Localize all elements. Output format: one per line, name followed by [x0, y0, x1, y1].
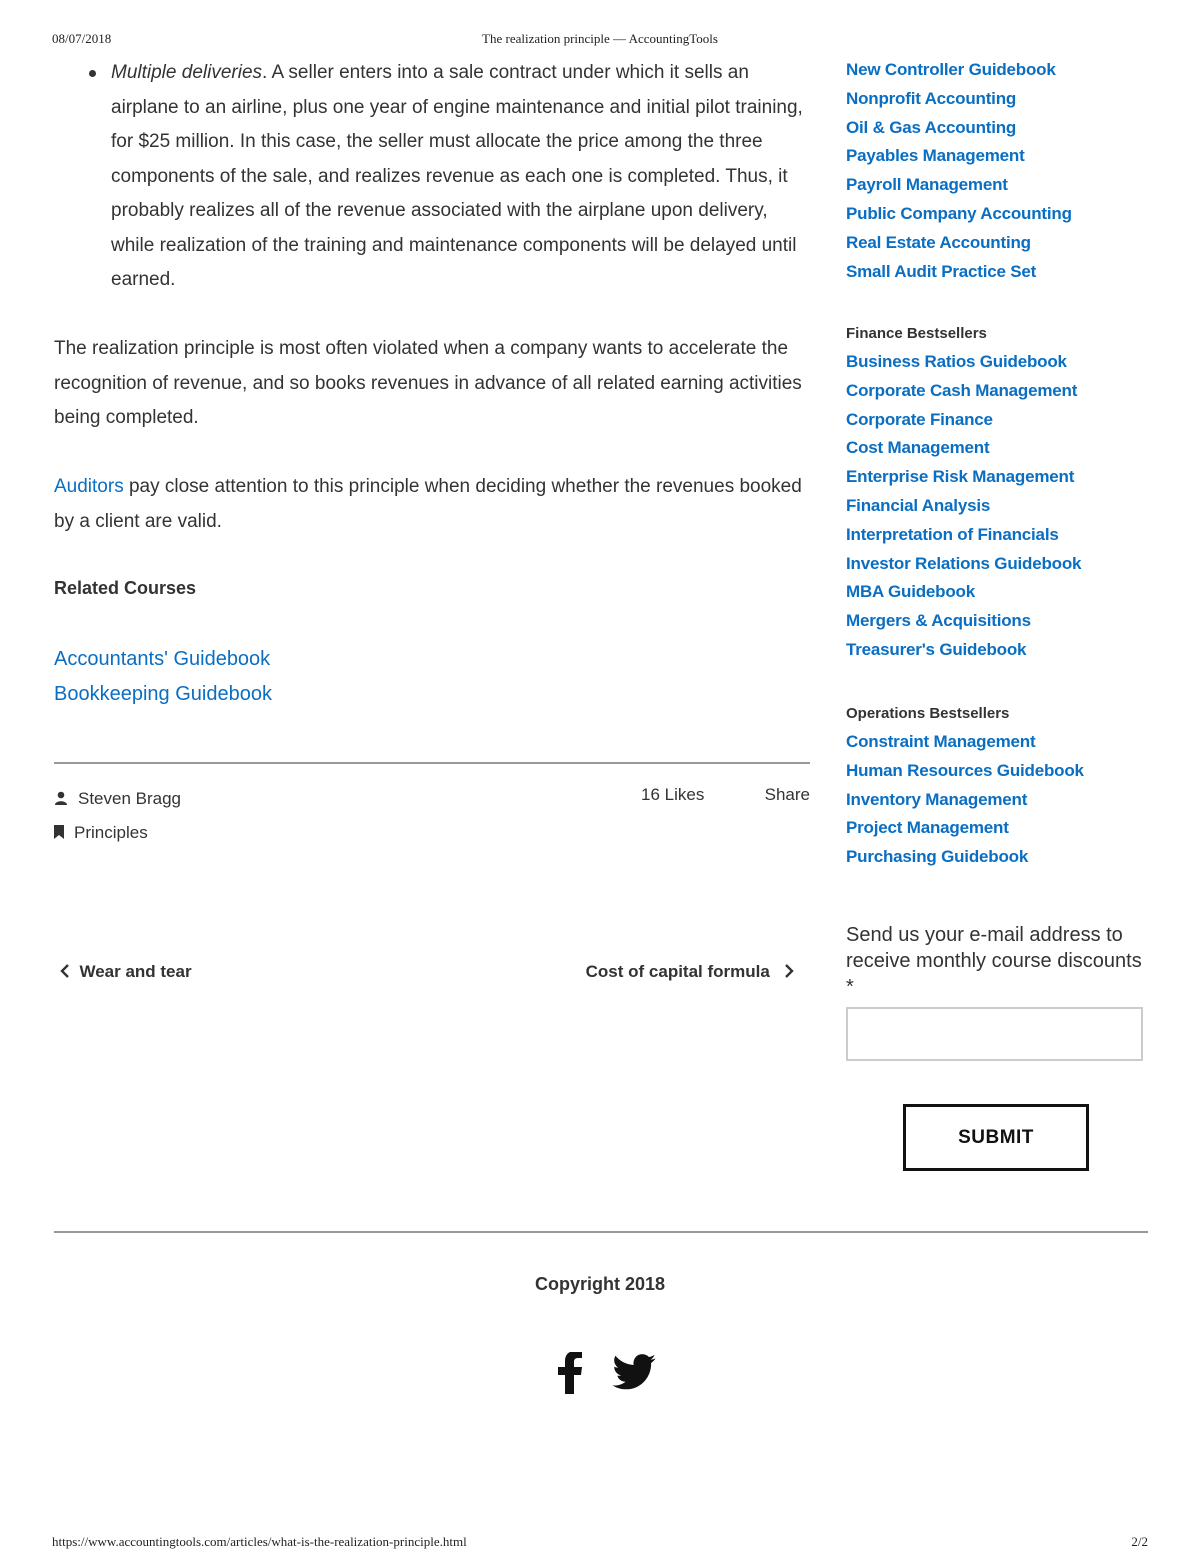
divider	[54, 762, 810, 764]
sidebar-book-link[interactable]: New Controller Guidebook	[846, 60, 1056, 79]
bullet-item	[54, 56, 810, 298]
sidebar-book-link[interactable]: Project Management	[846, 818, 1009, 838]
share-button[interactable]: Share	[764, 785, 810, 804]
author-meta	[54, 789, 181, 809]
bullet-term: Multiple deliveries	[111, 62, 263, 83]
related-course-link[interactable]: Bookkeeping Guidebook	[54, 682, 272, 705]
sidebar-book-link[interactable]: Nonprofit Accounting	[846, 88, 1017, 108]
sidebar-book-link[interactable]: Real Estate Accounting	[846, 232, 1031, 252]
social-links	[556, 1352, 656, 1396]
sidebar-book-link[interactable]: MBA Guidebook	[846, 582, 975, 602]
related-courses-title: Related Courses	[54, 578, 197, 598]
sidebar-book-link[interactable]: Human Resources Guidebook	[846, 760, 1084, 780]
submit-button[interactable]: SUBMIT	[903, 1104, 1089, 1171]
email-field[interactable]	[846, 1007, 1143, 1061]
author-link[interactable]: Steven Bragg	[78, 789, 182, 808]
print-date: 08/07/2018	[52, 31, 112, 46]
category-meta	[54, 823, 148, 843]
print-header	[52, 31, 1148, 49]
sidebar-book-link[interactable]: Interpretation of Financials	[846, 524, 1059, 544]
auditors-link[interactable]: Auditors	[54, 476, 124, 497]
chevron-left-icon	[60, 963, 70, 977]
print-url: https://www.accountingtools.com/articles/what-is-the-realization-principle.html	[52, 1534, 467, 1549]
next-article-label: Cost of capital formula	[585, 962, 770, 981]
previous-article-label: Wear and tear	[79, 962, 192, 981]
footer-divider	[54, 1231, 1148, 1233]
paragraph-auditors-text: pay close attention to this principle when deciding whether the revenues booked by a client are valid.	[54, 476, 802, 532]
operations-bestsellers	[846, 700, 1084, 872]
sidebar-book-link[interactable]: Purchasing Guidebook	[846, 847, 1029, 867]
related-courses-list	[54, 642, 272, 711]
sidebar-book-link[interactable]: Corporate Cash Management	[846, 380, 1078, 400]
sidebar-book-link[interactable]: Constraint Management	[846, 732, 1036, 751]
newsletter-label: Send us your e-mail address to receive monthly course discounts *	[846, 924, 1142, 998]
paragraph-violation: The realization principle is most often violated when a company wants to accelerate the recognition of revenue, and so books revenues in advance of all related earning activities being completed.	[54, 338, 802, 428]
print-title: The realization principle — AccountingTools	[482, 31, 718, 46]
paragraph-auditors	[54, 470, 810, 539]
related-course-link[interactable]: Accountants' Guidebook	[54, 648, 271, 670]
operations-heading: Operations Bestsellers	[846, 705, 1010, 722]
sidebar-book-link[interactable]: Enterprise Risk Management	[846, 467, 1075, 487]
person-icon	[54, 790, 68, 804]
finance-bestsellers	[846, 320, 1081, 665]
copyright-text: Copyright 2018	[534, 1274, 666, 1294]
article-main	[54, 56, 810, 981]
accounting-links	[846, 56, 1072, 286]
page-number: 2/2	[1131, 1534, 1148, 1549]
category-link[interactable]: Principles	[74, 823, 148, 842]
sidebar-book-link[interactable]: Financial Analysis	[846, 495, 991, 515]
bullet-list	[54, 56, 810, 298]
sidebar-book-link[interactable]: Inventory Management	[846, 789, 1028, 809]
sidebar-book-link[interactable]: Cost Management	[846, 438, 990, 458]
print-footer	[52, 1534, 1148, 1552]
sidebar-book-link[interactable]: Treasurer's Guidebook	[846, 639, 1027, 659]
bullet-text: . A seller enters into a sale contract under which it sells an airplane to an airline, plus one year of engine maintenance and initial pilot training, for $25 million. In this case, the seller must allocate the price among the three components of the sale, and realizes revenue as each one is completed. Thus, it probably realizes all of the revenue associated with the airplane upon delivery, while realization of the training and maintenance components will be delayed until earned.	[111, 62, 803, 290]
sidebar-book-link[interactable]: Small Audit Practice Set	[846, 261, 1037, 281]
bookmark-icon	[54, 824, 64, 838]
likes-button[interactable]: 16 Likes	[641, 785, 705, 804]
previous-article-link[interactable]	[60, 962, 192, 982]
sidebar-book-link[interactable]: Mergers & Acquisitions	[846, 611, 1031, 631]
sidebar-book-link[interactable]: Business Ratios Guidebook	[846, 352, 1067, 371]
sidebar-book-link[interactable]: Payables Management	[846, 146, 1025, 166]
next-article-link[interactable]	[586, 962, 794, 982]
finance-heading: Finance Bestsellers	[846, 325, 987, 342]
sidebar-book-link[interactable]: Payroll Management	[846, 175, 1008, 195]
sidebar-book-link[interactable]: Oil & Gas Accounting	[846, 117, 1017, 137]
bullet-dot	[89, 70, 96, 77]
sidebar-book-link[interactable]: Public Company Accounting	[846, 203, 1072, 223]
chevron-right-icon	[784, 963, 794, 977]
sidebar-book-link[interactable]: Investor Relations Guidebook	[846, 553, 1082, 573]
sidebar-book-link[interactable]: Corporate Finance	[846, 409, 993, 429]
